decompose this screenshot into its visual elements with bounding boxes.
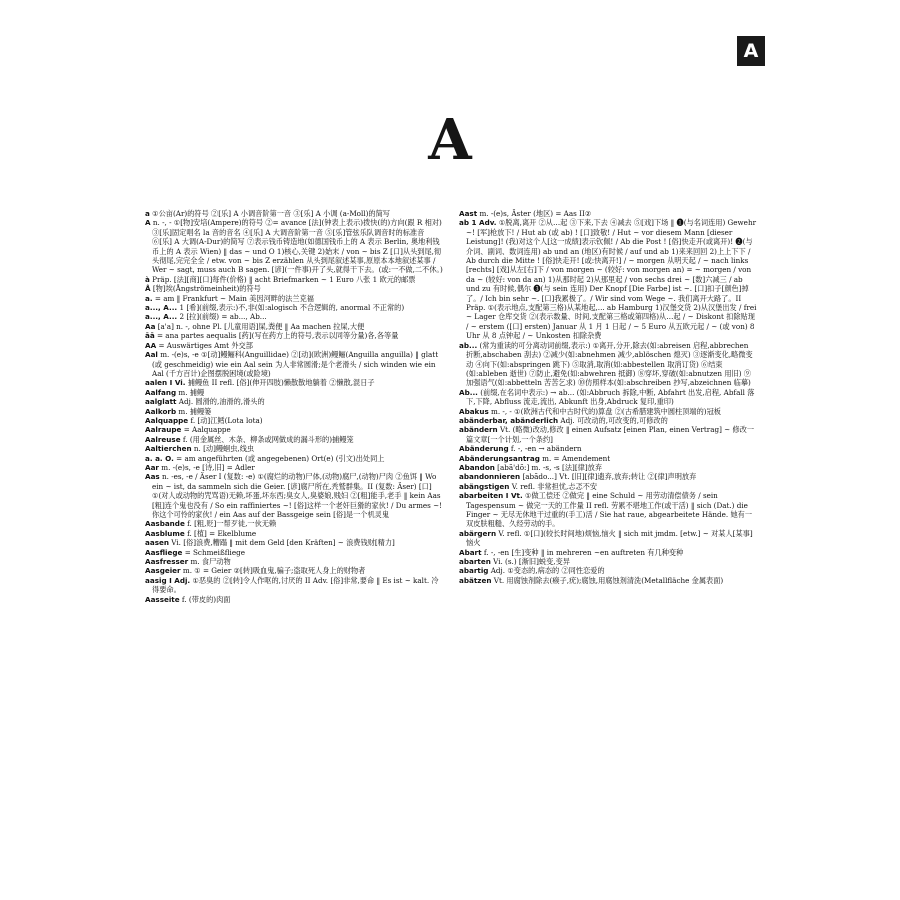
- section-letter-heading: A: [428, 107, 472, 173]
- entry-definition: (常为重读的可分离动词前缀,表示:) ①离开,分开,除去(如:abreisen 启程,abbrechen 折断,abschaben 刮去) ②减少(如:abnehmen 减少,ablöschen 熄灭) ③逐渐变化,略微变动 ④向下(如:abspringen 跳下) ⑤取消,取消(如:abbestellen 取消订货) ⑥结束(如:ableben 逝世) ⑦防止,避免(如:abwehren 抵御) ⑧穿坏,穿破(如:abnutzen 用旧) ⑨加强语气(如:abbetteln 苦苦乞求) ⑩仿照样本(如:abschreiben 抄写,abzeichnen 临摹): [466, 340, 753, 388]
- entry-headword: abarten: [459, 557, 491, 567]
- entry-headword: aalglatt: [145, 397, 177, 407]
- entry-headword: Aasfresser: [145, 557, 189, 567]
- entry-definition: [abãdo...] Vt. [旧][律]遗弃,放弃;转让 ②[律]声明放弃: [522, 472, 697, 482]
- right-column: [459, 209, 757, 874]
- entry-definition: m. = Amendement: [542, 453, 611, 463]
- dictionary-entry: [459, 491, 757, 529]
- dictionary-entry: [145, 378, 443, 387]
- dictionary-entry: [459, 463, 757, 472]
- dictionary-entry: [145, 284, 443, 293]
- entry-headword: Aar: [145, 462, 159, 472]
- entry-headword: Aas: [145, 472, 160, 482]
- entry-headword: aasig I Adj.: [145, 575, 191, 585]
- entry-headword: abärgern: [459, 528, 497, 538]
- entry-definition: ①公亩(Ar)的符号 ②[乐] A 小调音阶第一音 ③[乐] A 小调 (a-Moll)的简写: [152, 209, 390, 218]
- entry-headword: aalen I Vi.: [145, 378, 186, 388]
- entry-headword: Abänderungsantrag: [459, 453, 540, 463]
- entry-definition: Präp. [法][商][口]每件(价格) ‖ acht Briefmarken ~ 1 Euro 八张 1 欧元的邮票: [152, 274, 416, 284]
- entry-definition: m. -(e)s, -e [诗,旧] = Adler: [161, 462, 255, 472]
- entry-definition: m. -, - ①(欧洲古代和中古时代的)算盘 ②(古希腊建筑中圆柱顶端的)冠板: [491, 406, 721, 416]
- entry-headword: aasen: [145, 538, 169, 548]
- entry-definition: f. (带皮的)肉面: [181, 594, 231, 604]
- entry-headword: Aalquappe: [145, 415, 189, 425]
- entry-definition: ①恶臭的 ②[转]令人作呕的,讨厌的 II Adv. [俗]非常,要命 ‖ Es ist ~ kalt. 冷得要命。: [152, 575, 439, 595]
- entry-headword: abarbeiten I Vt.: [459, 491, 523, 501]
- dictionary-entry: [459, 576, 757, 585]
- dictionary-entry: [459, 407, 757, 416]
- entry-headword: abartig: [459, 566, 489, 576]
- entry-definition: m. 捕鳗: [178, 387, 205, 397]
- entry-headword: Aasblume: [145, 528, 185, 538]
- entry-definition: 捕鳗鱼 II refl. [俗](伸开四肢)懒散散地躺着 ②懒散,混日子: [187, 378, 375, 388]
- entry-headword: Å: [145, 284, 151, 294]
- entry-headword: Aal: [145, 350, 158, 360]
- entry-headword: a..., A...: [145, 312, 178, 322]
- dictionary-entry: [459, 557, 757, 566]
- entry-headword: Abakus: [459, 406, 489, 416]
- entry-definition: [物]埃(Ångströmeinheit)的符号: [152, 284, 261, 294]
- entry-headword: a.: [145, 293, 153, 303]
- entry-headword: Aalraupe: [145, 425, 182, 435]
- dictionary-entry: [145, 331, 443, 340]
- entry-headword: Abart: [459, 547, 482, 557]
- entry-headword: abängstigen: [459, 481, 510, 491]
- entry-headword: AA: [145, 340, 157, 350]
- entry-definition: V. refl. 非常担忧,忐忑不安: [511, 481, 598, 491]
- entry-headword: abandonnieren: [459, 472, 521, 482]
- entry-headword: Aasfliege: [145, 547, 183, 557]
- dictionary-entry: [145, 595, 443, 604]
- entry-headword: a..., A...: [145, 303, 178, 313]
- entry-definition: Adj. 圆滑的,油滑的,滑头的: [178, 397, 265, 407]
- dictionary-entry: [459, 529, 757, 548]
- entry-definition: Vt. 用腐蚀剂除去(瘊子,疣);腐蚀,用腐蚀剂清洗(Metallfläche 金属表面): [493, 575, 724, 585]
- entry-definition: m. ① = Geier ②[转]吸血鬼,骗子;盗取死人身上的财物者: [182, 566, 366, 576]
- dictionary-entry: [145, 303, 443, 312]
- entry-definition: 1 [希](前缀,表示:)不,非(如:alogisch 不合逻辑的, anormal 不正常的): [179, 303, 405, 313]
- entry-definition: 2 [拉](前缀) = ab..., Ab...: [179, 312, 267, 322]
- entry-definition: m. 捕鳗篓: [178, 406, 212, 416]
- dictionary-entry: [459, 341, 757, 388]
- entry-definition: m. -(e)s, Äster (地区) = Aas II②: [479, 209, 592, 218]
- dictionary-entry: [145, 407, 443, 416]
- dictionary-entry: [145, 454, 443, 463]
- entry-definition: ①脱离,离开 ②从…起 ③下来,下去 ④减去 ⑤[戏]下场 ‖ ❶(与名词连用) Gewehr ~! [军]枪放下! / Hut ab (或 ab) ! [口]致敬! / Hut ~ vor diesem Mann [dieser Leistung]! (我)对这个人[这一成绩]表示钦佩! / Ab die Post ! [俗]快走开(或离开)! ❷(与介词、副词、数词连用) ab und an (地区)有时候 / auf und ab 1)来来回回 2)上上下下 / Ab durch die Mitte ! [俗]快走开! [或:快离开!] / ~ morgen 从明天起 / ~ nach links [rechts] [戏]从左[右]下 / von morgen ~ (较好: von morgen an) = ~ morgen / von da ~ (较好: von da an) 1)从那时起 2)从那里起 / von sechs drei ~ [数]六减三 / ab und zu 有时候,偶尔 ❸(与 sein 连用) Der Knopf [Die Farbe] ist ~. [口]扣子[颜色]掉了。/ Ich bin sehr ~. [口]我累极了。/ Wir sind vom Wege ~. 我们离开大路了。II Präp. ①(表示地点,支配第三格)从某地起,... ab Hamburg 1)汉堡交货 2)从汉堡出发 / frei ~ Lager 仓库交货 ②(表示数量、时间,支配第三格或第四格)从…起 / ~ Diskont 扣除贴现 / ~ erstem ([口] ersten) Januar 从 1 月 1 日起 / ~ 5 Euro 从五欧元起 / ~ (或 von) 8 Uhr 从 8 点钟起 / ~ Unkosten 扣除杂费: [466, 218, 757, 341]
- entry-definition: f. [动]江鳕(Lota lota): [190, 415, 263, 425]
- dictionary-entry: [145, 519, 443, 528]
- entry-headword: Aasgeier: [145, 566, 181, 576]
- entry-headword: à: [145, 274, 150, 284]
- dictionary-entry: [145, 294, 443, 303]
- dictionary-entry: [145, 416, 443, 425]
- dictionary-entry: [145, 566, 443, 575]
- entry-definition: [a'a] n. -, ohne Pl. [儿童用语]屎,粪便 ‖ Aa machen 拉屎,大便: [157, 321, 365, 331]
- entry-headword: Aa: [145, 321, 156, 331]
- dictionary-entry: [145, 472, 443, 519]
- entry-headword: Aalfang: [145, 387, 177, 397]
- entry-definition: Vi. [俗]浪费,糟蹋 ‖ mit dem Geld [den Kräften] ~ 浪费钱财[精力]: [171, 538, 395, 548]
- dictionary-entry: [145, 322, 443, 331]
- entry-definition: = am ‖ Frankfurt ~ Main 美因河畔的法兰克福: [154, 293, 314, 303]
- entry-definition: ①做工偿还 ②做完 ‖ eine Schuld ~ 用劳动清偿债务 / sein Tagespensum ~ 做完一天的工作量 II refl. 劳累不堪地工作(或干活) ‖ sich (Dat.) die Finger ~ 无尽无休地干过重的(手工)活 / Sie hat raue, abgearbeitete Hände. 她有一双皮肤粗糙、久经劳动的手。: [466, 491, 753, 529]
- entry-definition: n. -es, -e / Äser I (复数: -e) ①(腐烂的动物)尸体,(动物)腐尸,(动物)尸肉 ②鱼饵 ‖ Wo ein ~ ist, da sammeln sich die Geier. [谚]腐尸所在,秃鹫群集。II (复数: Äser) [口] ①(对人或动物的咒骂语)无赖,坏蛋,坏东西;臭女人,臭婆娘,贱妇 ②[粗]能手,老手 ‖ kein Aas [粗]连个鬼也没有 / So ein raffiniertes ~! [俗]这样一个老奸巨猾的家伙! / Du armes ~! 你这个可怜的家伙! / ein Aas auf der Bassgeige sein [俗]是一个机灵鬼: [152, 472, 443, 519]
- dictionary-entry: [145, 529, 443, 538]
- entry-definition: f. (用金属丝、木条、柳条或网做成的漏斗形的)捕鳗笼: [182, 434, 354, 444]
- dictionary-entry: [145, 397, 443, 406]
- dictionary-entry: [459, 444, 757, 453]
- entry-headword: āā: [145, 331, 155, 341]
- entry-headword: abänderbar, abänderlich: [459, 415, 559, 425]
- entry-definition: f. [植] = Ekelblume: [187, 528, 257, 538]
- entry-definition: = Schmeißfliege: [184, 547, 245, 557]
- entry-headword: Aalkorb: [145, 406, 177, 416]
- thumb-index-tab: A: [737, 36, 765, 66]
- dictionary-entry: [145, 463, 443, 472]
- entry-definition: n. [动]鳗蛔虫,线虫: [193, 444, 255, 454]
- entry-definition: (前缀,在名词中表示:) → ab... (如:Abbruch 拆除,中断, Abfahrt 出发,启程, Abfall 落下,下降, Abfluss 流走,流出, Abkunft 出身,Abdruck 复印,重印): [466, 387, 755, 407]
- dictionary-entry: [145, 538, 443, 547]
- entry-definition: [abã'dõ:] m. -s, -s [法][律]放弃: [497, 462, 603, 472]
- dictionary-entry: [145, 435, 443, 444]
- entry-headword: Aasseite: [145, 594, 180, 604]
- dictionary-entry: [145, 557, 443, 566]
- dictionary-entry: [145, 444, 443, 453]
- dictionary-entry: [145, 388, 443, 397]
- entry-headword: ab...: [459, 340, 478, 350]
- dictionary-entry: [459, 425, 757, 444]
- entry-headword: a: [145, 209, 150, 218]
- entry-definition: f. -, -en → abändern: [510, 444, 582, 454]
- dictionary-entry: [145, 209, 443, 218]
- dictionary-entry: [145, 218, 443, 274]
- entry-definition: Vt. (略微)改动,修改 ‖ einen Aufsatz [einen Plan, einen Vertrag] ~ 修改一篇文章[一个计划,一个条约]: [466, 425, 755, 444]
- entry-definition: V. refl. ①[口](较长时间地)烦恼,恼火 ‖ sich mit jmdm. [etw.] ~ 对某人[某事]恼火: [466, 528, 753, 548]
- dictionary-entry: [459, 209, 757, 218]
- dictionary-entry: [145, 350, 443, 378]
- dictionary-entry: [145, 275, 443, 284]
- dictionary-entry: [459, 482, 757, 491]
- dictionary-entry: [145, 312, 443, 321]
- dictionary-entry: [459, 218, 757, 340]
- dictionary-entry: [459, 388, 757, 407]
- entry-definition: = Aalquappe: [183, 425, 231, 435]
- dictionary-entry: [145, 425, 443, 434]
- entry-headword: abätzen: [459, 575, 492, 585]
- left-column: [145, 209, 443, 874]
- entry-definition: m. -(e)s, -e ①[动]鳗鲡科(Anguillidae) ②[动](欧洲)鳗鲡(Anguilla anguilla) ‖ glatt (或 geschmeidig) wie ein Aal sein 为人非常圆滑;是个老滑头 / sich winden wie ein Aal (千方百计)企图摆脱困境(或险境): [152, 350, 439, 378]
- dictionary-entry: [459, 566, 757, 575]
- dictionary-entry: [459, 548, 757, 557]
- dictionary-entry: [145, 341, 443, 350]
- entry-definition: n. -, - ①[物]安培(Ampere)的符号 ②= avance [法](钟表上表示)拨快(的)方向(跟 R 相对) ③[乐]固定唱名 la 音的音名 ④[乐] A 大调音阶第一音 ⑤[乐]管弦乐队调音时的标准音 ⑥[乐] A 大调(A-Dur)的简写 ⑦表示钱币铸造地(如德国钱币上的 A 表示 Berlin, 奥地利钱币上的 A 表示 Wien) ‖ das ~ und O 1)核心,关键 2)始末 / von ~ bis Z [口]从头到尾,彻头彻尾,完完全全 / etw. von ~ bis Z erzählen 从头到尾叙述某事,原原本本地叙述某事 / Wer ~ sagt, muss auch B sagen. [谚](一件事)开了头,就得干下去。(或:一不做,二不休。): [152, 218, 443, 275]
- entry-definition: = Auswärtiges Amt 外交部: [158, 340, 253, 350]
- entry-headword: Aast: [459, 209, 478, 218]
- entry-headword: Aalreuse: [145, 434, 181, 444]
- entry-headword: abändern: [459, 425, 498, 435]
- entry-definition: Vi. (s.) [渐旧]蜕变,变异: [493, 557, 570, 567]
- entry-definition: Adj. ①变态的,病态的 ②同性恋爱的: [490, 566, 605, 576]
- entry-definition: Adj. 可改动的,可改变的,可修改的: [560, 415, 668, 425]
- dictionary-entry: [459, 472, 757, 481]
- entry-definition: f. [粗,贬]一帮歹徒,一伙无赖: [187, 519, 277, 529]
- entry-definition: f. -, -en [生]变种 ‖ in mehreren ~en auftreten 有几种变种: [483, 547, 684, 557]
- entry-headword: Aaltierchen: [145, 444, 192, 454]
- dictionary-entry: [145, 576, 443, 595]
- entry-headword: ab 1 Adv.: [459, 218, 497, 228]
- entry-headword: A: [145, 218, 151, 228]
- entry-headword: a. a. O.: [145, 453, 174, 463]
- dictionary-entry: [145, 548, 443, 557]
- entry-headword: Abänderung: [459, 444, 509, 454]
- entry-headword: Abandon: [459, 462, 495, 472]
- entry-definition: m. 食尸动物: [190, 557, 231, 567]
- entry-headword: Ab...: [459, 387, 478, 397]
- dictionary-entry: [459, 416, 757, 425]
- dictionary-entry: [459, 454, 757, 463]
- entry-definition: = ana partes aequalis [药](写在药方上的符号,表示以同等分量)各,各等量: [157, 331, 399, 341]
- entry-headword: Aasbande: [145, 519, 185, 529]
- entry-definition: = am angeführten (或 angegebenen) Ort(e) (引文)出处同上: [176, 453, 385, 463]
